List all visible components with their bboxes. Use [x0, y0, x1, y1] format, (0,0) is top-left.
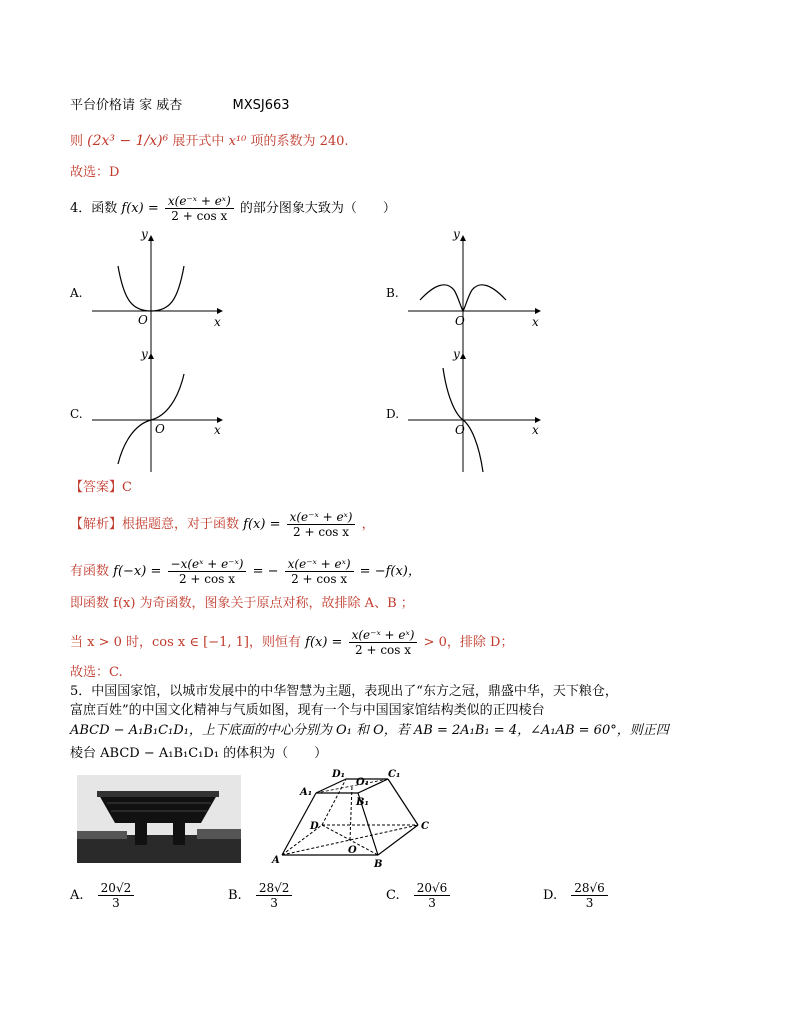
graph-c — [70, 347, 222, 472]
graph-b-origin: O — [455, 314, 465, 328]
q3-term: x¹⁰ — [228, 134, 247, 149]
q4-fraction-num: x(e⁻ˣ + eˣ) — [165, 194, 234, 209]
q4-line2-lhs: f(−x) = — [113, 564, 162, 579]
vertex-b1-label: B₁ — [356, 797, 369, 808]
q5-option-d — [543, 881, 610, 910]
q5-stem-line2: 富庶百姓”的中国文化精神与气质如图，现有一个与中国国家馆结构类似的正四棱台 — [70, 703, 545, 718]
graph-a — [69, 227, 222, 360]
q4-analysis-den: 2 + cos x — [293, 525, 350, 539]
q4-line2-prefix: 有函数 — [70, 564, 110, 579]
q5-option-d-num: 28√6 — [571, 881, 608, 896]
graph-b-x-label: x — [532, 315, 539, 329]
q4-line2-tail: = −f(x)， — [359, 564, 421, 579]
q4-line4-func: f(x) = — [305, 635, 343, 650]
q4-line2-num1: −x(eˣ + e⁻ˣ) — [168, 557, 247, 572]
graph-a-x-label: x — [214, 315, 221, 329]
graph-a-origin: O — [138, 313, 148, 327]
q5-option-c-letter: C. — [386, 888, 400, 903]
option-c-label: C. — [70, 407, 83, 421]
graph-d — [386, 347, 540, 472]
graph-c-x-label: x — [214, 423, 221, 437]
q3-middle: 展开式中 — [172, 134, 225, 149]
q4-analysis-line2 — [70, 557, 421, 586]
q4-line4-num: x(e⁻ˣ + eˣ) — [349, 628, 418, 643]
q3-expression: (2x³ − 1/x)⁶ — [87, 133, 169, 149]
q4-stem-prefix: 4．函数 — [70, 201, 118, 216]
q5-option-d-frac — [571, 881, 608, 910]
q4-func-lhs: f(x) = — [121, 201, 159, 216]
q4-analysis-line1: 【解析】根据题意，对于函数 f(x) = $\frac{\text{x(e⁻ˣ + eˣ)}}{\text{2 + cos x}}$ ， — [70, 510, 375, 539]
q5-option-a-letter: A. — [70, 888, 84, 903]
q3-prefix: 则 — [70, 134, 84, 149]
graph-b — [386, 227, 540, 360]
q5-option-c — [386, 881, 452, 910]
vertex-c1-label: C₁ — [388, 769, 401, 780]
q4-line4-den: 2 + cos x — [355, 643, 412, 657]
vertex-a1-label: A₁ — [300, 787, 313, 798]
vertex-d1-label: D₁ — [332, 769, 346, 780]
vertex-o1-label: O₁ — [356, 777, 370, 788]
q5-option-b-num: 28√2 — [256, 881, 293, 896]
option-a-label: A. — [70, 286, 83, 300]
q4-line2-eq: = − — [252, 564, 279, 579]
q5-option-d-den: 3 — [585, 896, 594, 910]
q4-line4-fraction — [349, 628, 418, 657]
q4-line4-tail: > 0，排除 D； — [423, 635, 514, 650]
graph-d-x-label: x — [532, 423, 539, 437]
q3-choice: 故选：D — [70, 165, 120, 180]
graph-c-origin: O — [155, 422, 165, 436]
vertex-c-label: C — [421, 821, 429, 832]
q5-option-a-den: 3 — [112, 896, 120, 910]
option-b-label: B. — [386, 286, 399, 300]
q4-analysis-num: x(e⁻ˣ + eˣ) — [287, 510, 356, 525]
q5-option-c-frac — [414, 881, 451, 910]
option-d-label: D. — [386, 407, 400, 421]
header-code: MXSJ663 — [232, 98, 290, 113]
q4-line2-den1: 2 + cos x — [178, 572, 235, 586]
china-pavilion-photo — [77, 775, 241, 863]
frustum-diagram — [270, 765, 450, 875]
pavilion-drawing — [77, 775, 241, 863]
header-left-text: 平台价格请 家 威杏 — [70, 98, 183, 113]
q4-analysis-fraction — [287, 510, 356, 539]
q4-analysis-line3: 即函数 f(x) 为奇函数，图象关于原点对称，故排除 A、B ； — [70, 596, 414, 611]
q5-option-d-letter: D. — [543, 888, 558, 903]
q5-option-a — [70, 881, 136, 910]
vertex-o-label: O — [348, 845, 357, 856]
q4-analysis-func: f(x) = — [243, 517, 281, 532]
q5-option-c-den: 3 — [428, 896, 436, 910]
q5-option-c-num: 20√6 — [414, 881, 451, 896]
q5-option-a-num: 20√2 — [98, 881, 135, 896]
q4-answer: 【答案】C — [70, 480, 132, 495]
vertex-a-label: A — [272, 855, 280, 866]
graph-d-y-label: y — [453, 347, 460, 361]
graph-b-y-label: y — [453, 227, 460, 241]
q5-option-a-frac — [98, 881, 135, 910]
q4-line2-den2: 2 + cos x — [291, 572, 348, 586]
graph-d-origin: O — [455, 423, 465, 437]
q4-line2-num2: x(e⁻ˣ + eˣ) — [285, 557, 354, 572]
q4-analysis-prefix: 【解析】根据题意，对于函数 — [70, 517, 240, 532]
q5-option-b-den: 3 — [270, 896, 278, 910]
graph-c-y-label: y — [141, 347, 148, 361]
vertex-d-label: D — [310, 821, 319, 832]
q5-option-b — [228, 881, 294, 910]
graph-a-y-label: y — [141, 227, 148, 241]
q4-analysis-line4 — [70, 628, 513, 657]
q3-suffix: 项的系数为 240. — [250, 134, 349, 149]
q5-stem-line4: 棱台 ABCD − A₁B₁C₁D₁ 的体积为（ ） — [70, 746, 328, 761]
q4-choice: 故选：C. — [70, 665, 123, 680]
q4-stem-suffix: 的部分图象大致为（ ） — [239, 201, 396, 216]
q5-stem-line3: ABCD − A₁B₁C₁D₁，上下底面的中心分别为 O₁ 和 O，若 AB = 2A₁B₁ = 4，∠A₁AB = 60°，则正四 — [70, 723, 669, 738]
q5-stem-line1: 5．中国国家馆，以城市发展中的中华智慧为主题，表现出了“东方之冠，鼎盛中华，天下粮仓， — [70, 684, 618, 699]
q5-option-b-frac — [256, 881, 293, 910]
q4-line4-prefix: 当 x > 0 时，cos x ∈ [−1, 1]，则恒有 — [70, 635, 301, 650]
q5-option-b-letter: B. — [228, 888, 242, 903]
vertex-b-label: B — [374, 859, 383, 870]
q4-line2-frac2 — [285, 557, 354, 586]
q4-line2-frac1 — [168, 557, 247, 586]
q4-fraction-den: 2 + cos x — [171, 209, 228, 223]
